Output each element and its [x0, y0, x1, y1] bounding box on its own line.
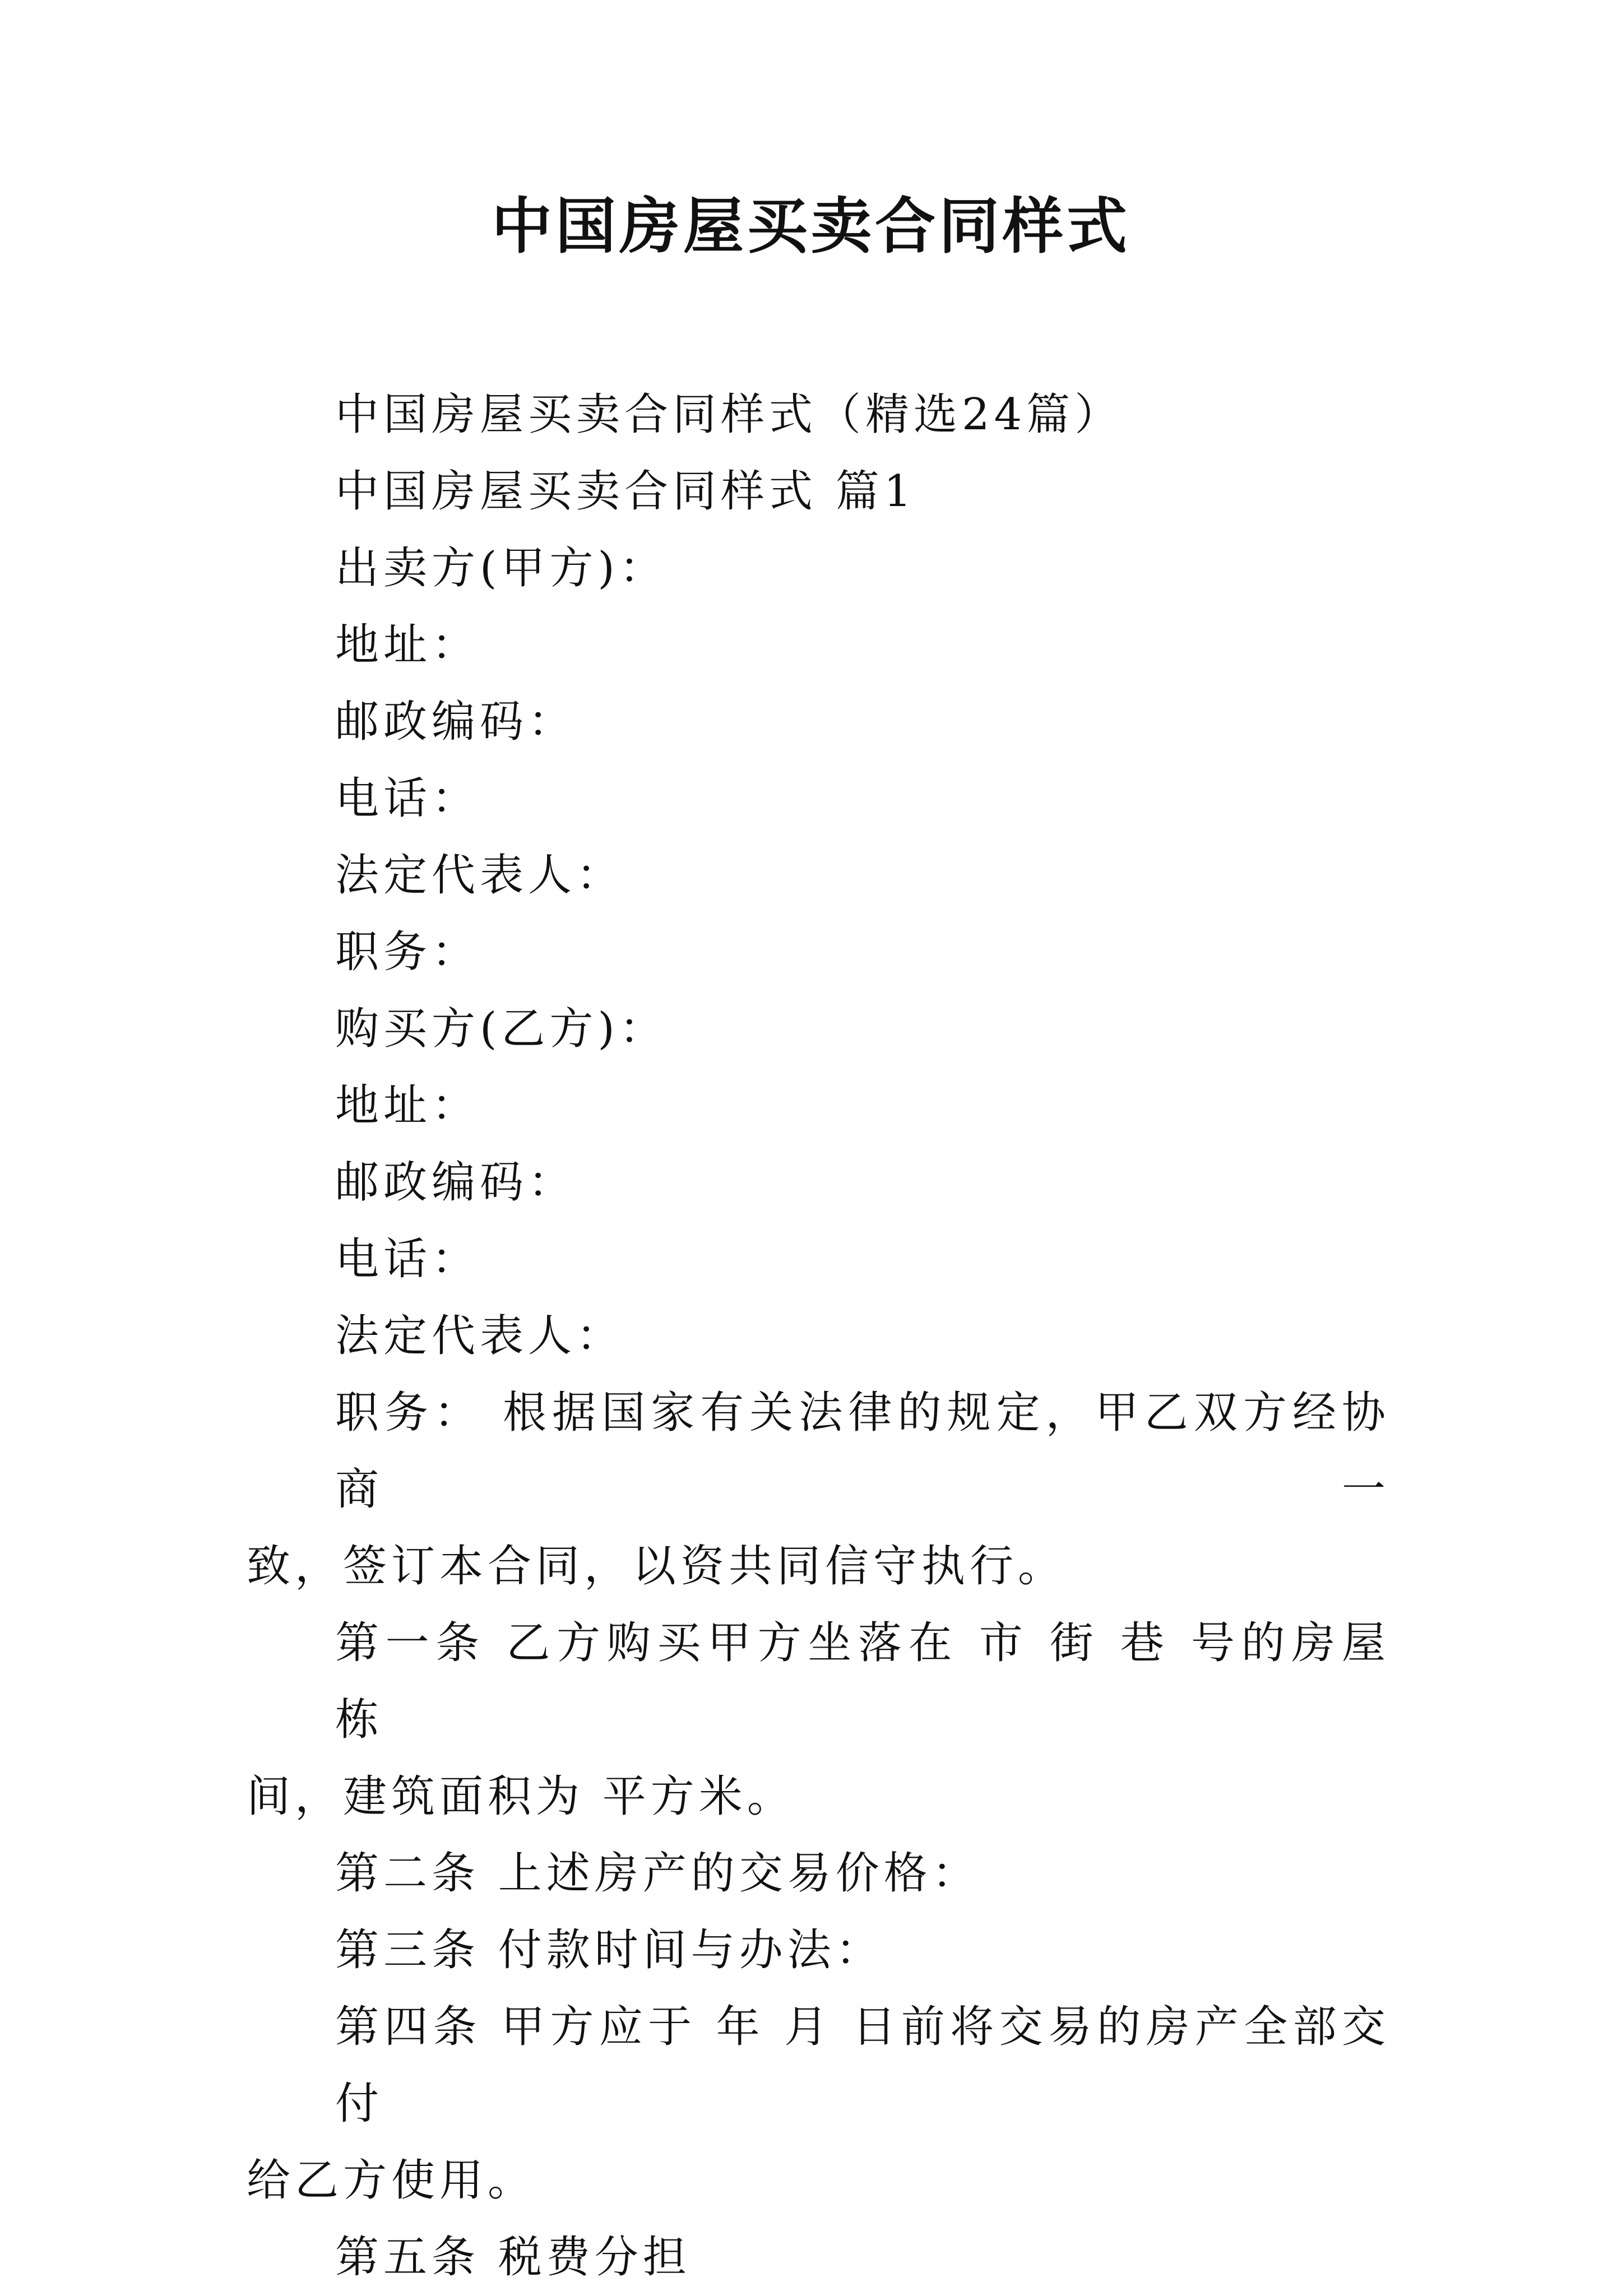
paragraph — [247, 1989, 1390, 2219]
paragraph-line: 邮政编码： — [335, 697, 577, 747]
paragraph — [247, 1068, 1390, 1144]
paragraph-line: 邮政编码： — [335, 1157, 577, 1208]
paragraph — [247, 760, 1390, 837]
paragraph — [247, 377, 1390, 453]
document-body — [247, 377, 1390, 2296]
paragraph-line: 法定代表人： — [335, 1311, 625, 1361]
paragraph-line: 第四条 甲方应于 年 月 日前将交易的房产全部交付 — [335, 2002, 1390, 2129]
paragraph-line: 第五条 税费分担 — [335, 2232, 691, 2283]
paragraph-line: 第一条 乙方购买甲方坐落在 市 街 巷 号的房屋 栋 — [335, 1618, 1390, 1745]
paragraph-line: 给乙方使用。 — [247, 2155, 536, 2206]
paragraph — [247, 914, 1390, 991]
paragraph — [247, 453, 1390, 530]
paragraph — [247, 1221, 1390, 1298]
paragraph-line: 购买方(乙方)： — [335, 1004, 668, 1054]
paragraph-line: 中国房屋买卖合同样式（精选24篇） — [335, 389, 1123, 440]
paragraph-line: 电话： — [335, 1234, 480, 1284]
paragraph-line: 出卖方(甲方)： — [335, 543, 668, 593]
paragraph — [247, 1605, 1390, 1835]
paragraph-line: 中国房屋买卖合同样式 篇1 — [335, 466, 916, 517]
paragraph-line: 电话： — [335, 773, 480, 824]
paragraph — [247, 1375, 1390, 1605]
paragraph-line: 地址： — [335, 1080, 480, 1131]
paragraph-line: 法定代表人： — [335, 850, 625, 901]
paragraph-line: 职务： 根据国家有关法律的规定，甲乙双方经协商一 — [335, 1388, 1390, 1515]
paragraph-line: 第二条 上述房产的交易价格： — [335, 1848, 980, 1899]
paragraph-line: 职务： — [335, 927, 480, 977]
paragraph — [247, 530, 1390, 607]
paragraph — [247, 2219, 1390, 2296]
paragraph — [247, 1912, 1390, 1989]
paragraph-line: 间，建筑面积为 平方米。 — [247, 1771, 795, 1822]
paragraph-line: 地址： — [335, 620, 480, 670]
paragraph — [247, 1835, 1390, 1912]
document-title: 中国房屋买卖合同样式 — [491, 191, 1130, 262]
paragraph — [247, 1144, 1390, 1221]
paragraph-line: 第三条 付款时间与办法： — [335, 1925, 884, 1975]
paragraph-line: 致，签订本合同，以资共同信守执行。 — [247, 1541, 1067, 1592]
paragraph — [247, 1298, 1390, 1375]
paragraph — [247, 837, 1390, 914]
paragraph — [247, 991, 1390, 1068]
paragraph — [247, 607, 1390, 684]
paragraph — [247, 684, 1390, 760]
